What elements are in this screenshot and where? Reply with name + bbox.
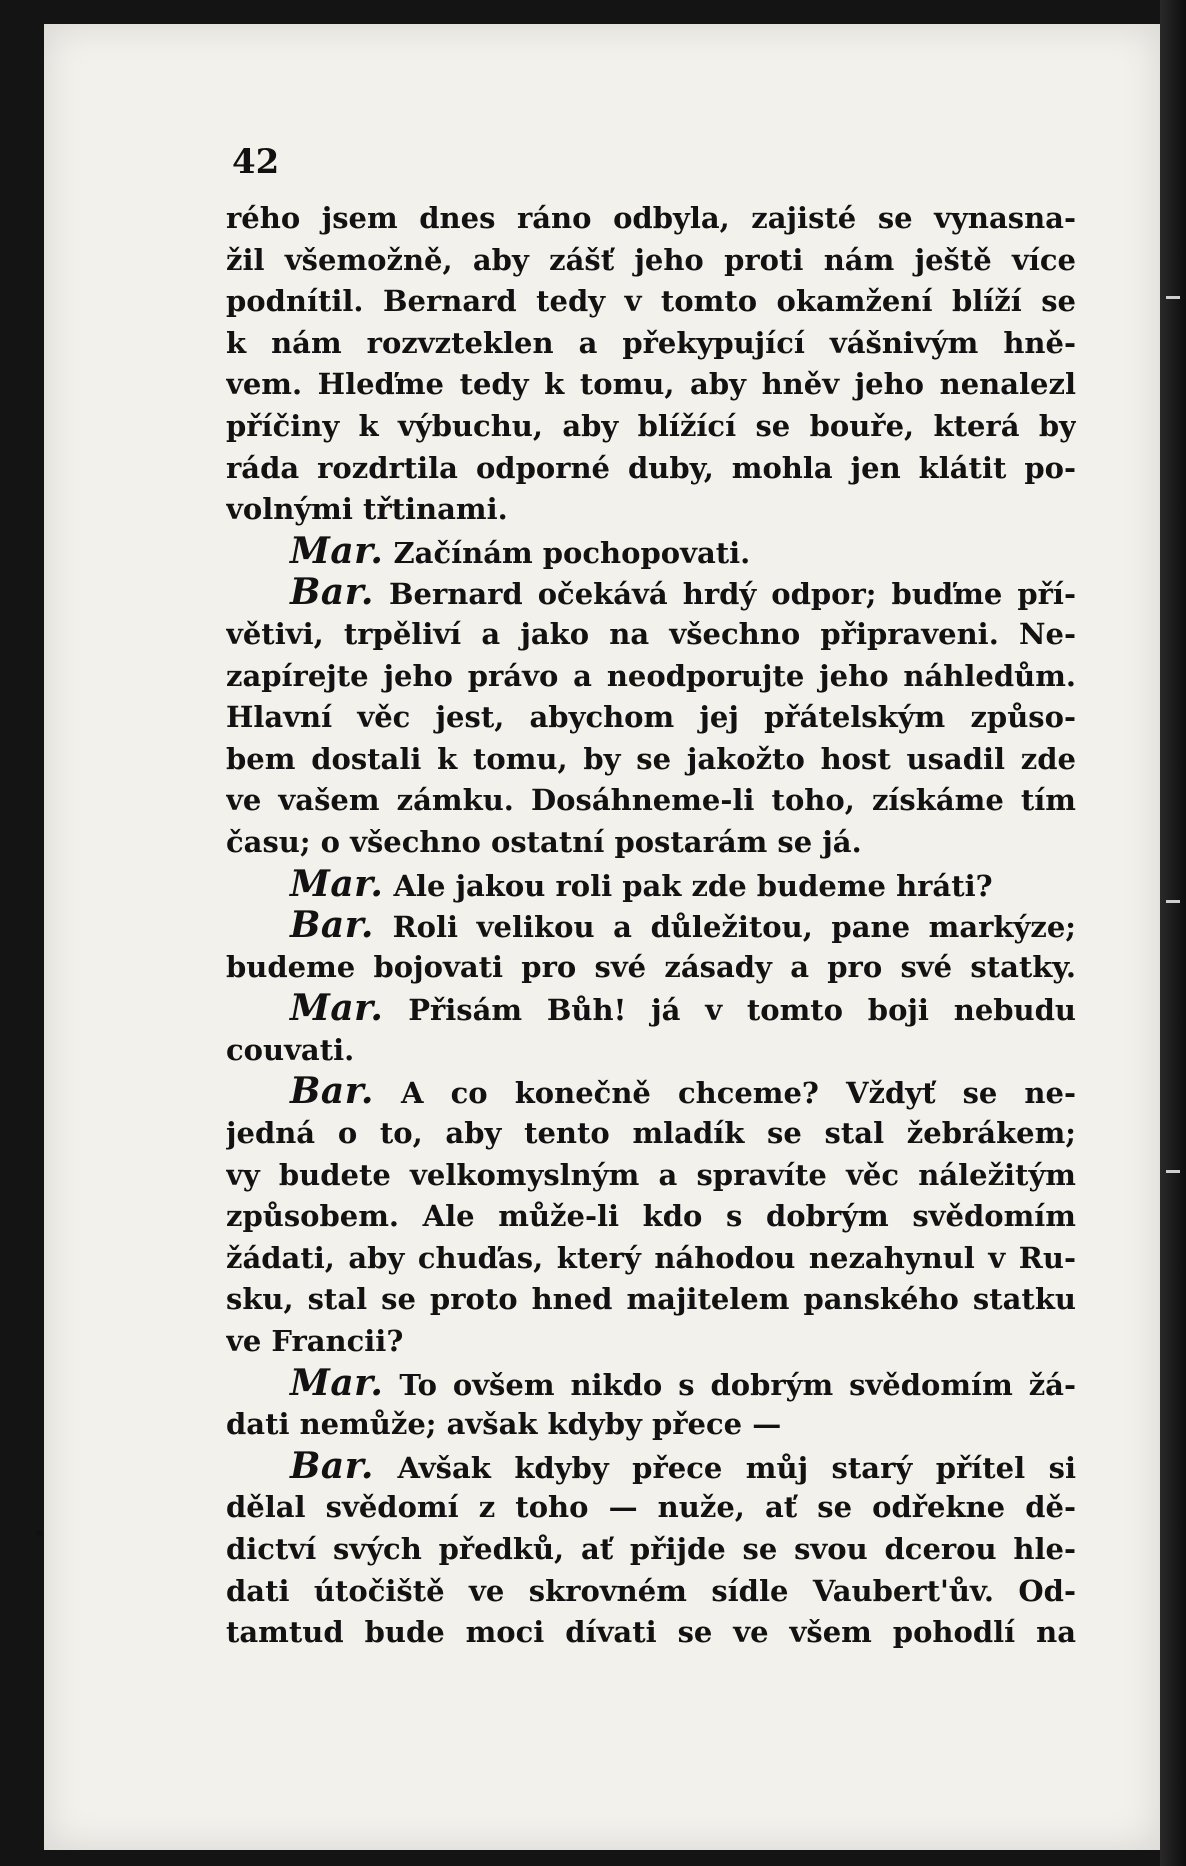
edge-mark [1166,296,1180,299]
line-text: času; o všechno ostatní postarám se já. [226,824,862,859]
text-line [226,822,1076,864]
scan-speck [36,1530,43,1537]
speaker-label: Mar. [290,988,384,1030]
text-line [226,1529,1076,1571]
text-line [226,697,1076,739]
line-text: To ovšem nikdo s dobrým svědomím žá- [399,1367,1076,1402]
line-text: příčiny k výbuchu, aby blížící se bouře, která by [226,408,1076,443]
text-line [226,947,1076,989]
page-body-text [226,198,1076,1654]
line-text: způsobem. Ale může-li kdo s dobrým svědomím [226,1199,1076,1234]
text-line [226,531,1076,573]
line-text: bem dostali k tomu, by se jakožto host usadil zde [226,741,1076,776]
text-line [226,1487,1076,1529]
text-line [226,489,1076,531]
line-text: jedná o to, aby tento mladík se stal žebrákem; [226,1116,1076,1151]
text-line [226,448,1076,490]
line-text: dělal svědomí z toho — nuže, ať se odřekne dě- [226,1490,1076,1525]
line-text: Roli velikou a důležitou, pane markýze; [392,910,1076,945]
edge-mark [1166,1170,1180,1173]
speaker-label: Bar. [290,1071,374,1113]
line-text: žádati, aby chuďas, který náhodou nezahynul v Ru- [226,1240,1076,1275]
text-line [226,1238,1076,1280]
text-line [226,364,1076,406]
line-text: Hlavní věc jest, abychom jej přátelským způso- [226,700,1076,735]
line-text: žil všemožně, aby zášť jeho proti nám ještě více [226,242,1076,277]
text-line [226,281,1076,323]
text-line [226,780,1076,822]
line-text: Přisám Bůh! já v tomto boji nebudu [408,993,1076,1028]
speaker-label: Mar. [290,530,384,572]
line-text: volnými třtinami. [226,492,508,527]
line-text: Bernard očekává hrdý odpor; buďme pří- [389,577,1076,612]
text-line [226,988,1076,1030]
text-line [226,1321,1076,1363]
text-line [226,323,1076,365]
line-text: podnítil. Bernard tedy v tomto okamžení blíží se [226,284,1076,319]
line-text: ve Francii? [226,1324,404,1359]
line-text: Avšak kdyby přece můj starý přítel si [397,1450,1076,1485]
speaker-label: Bar. [290,572,374,614]
line-text: dictví svých předků, ať přijde se svou dcerou hle- [226,1532,1076,1566]
text-line [226,1113,1076,1155]
text-line [226,1279,1076,1321]
line-text: větivi, trpěliví a jako na všechno připraveni. Ne- [226,616,1076,651]
text-line [226,1612,1076,1654]
line-text: Ale jakou roli pak zde budeme hráti? [393,868,993,903]
line-text: Začínám pochopovati. [393,535,751,570]
speaker-label: Bar. [290,1445,374,1487]
text-line [226,905,1076,947]
text-line [226,1196,1076,1238]
line-text: sku, stal se proto hned majitelem panského statku [226,1282,1076,1317]
text-line [226,1155,1076,1197]
text-line [226,198,1076,240]
text-line [226,1404,1076,1446]
line-text: dati nemůže; avšak kdyby přece — [226,1407,782,1442]
text-line [226,739,1076,781]
line-text: k nám rozvzteklen a překypující vášnivým hně- [226,325,1076,360]
line-text: tamtud bude moci dívati se ve všem pohodlí na [226,1615,1076,1650]
line-text: A co konečně chceme? Vždyť se ne- [401,1076,1076,1111]
line-text: couvati. [226,1032,355,1067]
text-line [226,406,1076,448]
speaker-label: Mar. [290,1362,384,1404]
line-text: budeme bojovati pro své zásady a pro své statky. [226,949,1076,984]
page-number: 42 [232,142,280,182]
text-line [226,1071,1076,1113]
text-line [226,864,1076,906]
speaker-label: Bar. [290,905,374,947]
text-line [226,1030,1076,1072]
line-text: vem. Hleďme tedy k tomu, aby hněv jeho nenalezl [226,367,1076,402]
text-line [226,1363,1076,1405]
line-text: zapírejte jeho právo a neodporujte jeho náhledům. [226,658,1076,693]
text-line [226,614,1076,656]
line-text: vy budete velkomyslným a spravíte věc náležitým [226,1157,1076,1192]
line-text: dati útočiště ve skrovném sídle Vaubert'ův. Od- [226,1573,1076,1608]
line-text: ve vašem zámku. Dosáhneme-li toho, získáme tím [226,783,1076,818]
text-line [226,656,1076,698]
edge-mark [1166,900,1180,903]
text-line [226,1446,1076,1488]
text-line [226,240,1076,282]
text-line [226,1571,1076,1613]
line-text: ráda rozdrtila odporné duby, mohla jen klátit po- [226,450,1076,485]
line-text: rého jsem dnes ráno odbyla, zajisté se vynasna- [226,201,1076,235]
page-edge-strip [1160,0,1186,1866]
speaker-label: Mar. [290,863,384,905]
text-line [226,572,1076,614]
